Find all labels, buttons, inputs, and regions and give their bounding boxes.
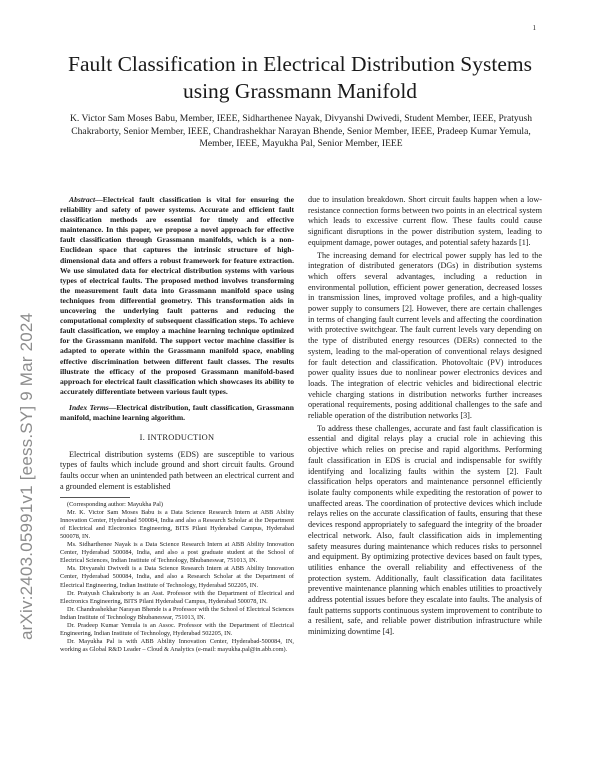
left-column bbox=[60, 195, 294, 654]
abstract bbox=[60, 195, 294, 397]
section-heading-introduction: I. INTRODUCTION bbox=[139, 433, 215, 443]
body-paragraph: The increasing demand for electrical power supply has led to the integration of distributed generators (DGs) in distribution systems which offers several advantages, including a reduction in environmental pollution, efficient power generation, decreased losses in transmission lines, improved voltage profiles, and a high-quality power supply to consumers [2]. However, there are certain challenges in terms of changing fault current levels and affecting the coordination with protective switchgear. The fault current levels vary depending on the type of distributed energy resources (DERs) connected to the system, leading to the mal-operation of conventional relays designed for fault detection and classification. Photovoltaic (PV) introduces power quality issues due to nonlinear power electronics devices and loads. The integration of electric vehicles and bidirectional electric vehicle charging stations in distribution networks further increases operational requirements, posing additional challenges to the safe and reliable operation of the distribution networks [3]. bbox=[308, 250, 542, 421]
arxiv-identifier-stamp: arXiv:2403.05991v1 [eess.SY] 9 Mar 2024 bbox=[17, 312, 36, 640]
footnote: Dr. Pradeep Kumar Yemula is an Assoc. Professor with the Department of Electrical Engineering, Indian Institute of Technology, Hyderabad 502205, IN. bbox=[60, 621, 294, 638]
author-list: K. Victor Sam Moses Babu, Member, IEEE, Sidharthenee Nayak, Divyanshi Dwivedi, Student Member, IEEE, Pratyush Chakraborty, Senior Member, IEEE, Chandrashekhar Narayan Bhende, Senior Member, IEEE, Pradeep Kumar Yemula, Member, IEEE, Mayukha Pal, Senior Member, IEEE bbox=[69, 113, 533, 149]
body-paragraph: To address these challenges, accurate and fast fault classification is essential and digital relays play a crucial role in achieving this objective which relies on precise and rapid algorithms. Performing fault classification in EDS is crucial and indispensable for swiftly identifying and localizing faults within the system [2]. Fault classification helps operators and maintenance personnel efficiently isolate faulty components while expediting the restoration of power to unaffected areas. The coordination of protective devices which include relays relies on the accurate classification of faults, ensuring that these devices respond appropriately to safeguard the integrity of the broader electrical network. Also, fault classification aids in implementing safety measures during maintenance which reduces risks to personnel and equipment. By optimizing protective devices based on fault types, utilities enhance the overall reliability and effectiveness of the protection system. Additionally, fault classification data facilitates preventive maintenance planning which enables utilities to proactively address potential issues before they escalate into faults. The analysis of fault patterns supports continuous system improvement to contribute to a resilient, safe, and reliable power distribution infrastructure while minimizing downtime [4]. bbox=[308, 423, 542, 637]
abstract-lead: Abstract bbox=[69, 195, 96, 204]
intro-paragraph: Electrical distribution systems (EDS) are susceptible to various types of faults which include ground and short circuit faults. Ground faults occur when an unintended path between an electrical current and a grounded element is established bbox=[60, 449, 294, 491]
abstract-text: —Electrical fault classification is vital for ensuring the reliability and safety of power systems. Accurate and efficient fault classification methods are essential for timely and effective maintenance. In this paper, we propose a novel approach for effective fault classification through Grassmann manifolds, which is a non-Euclidean space that captures the intrinsic structure of high-dimensional data and offers a robust framework for feature extraction. We use simulated data for electrical distribution systems with various types of electrical faults. The proposed method involves transforming the measurement fault data into Grassmann manifold space using techniques from differential geometry. This transformation aids in uncovering the underlying fault patterns and reducing the computational complexity of subsequent classification steps. To achieve fault classification, we employ a machine learning technique optimized for the Grassmann manifold. The support vector machine classifier is adapted to operate within the Grassmann manifold space, enabling effective discrimination between different fault classes. The results illustrate the efficacy of the proposed Grassmann manifold-based approach for electrical fault classification which showcases its ability to accurately differentiate between various fault types. bbox=[60, 195, 294, 396]
footnote: (Corresponding author: Mayukha Pal) bbox=[67, 500, 164, 508]
index-terms bbox=[60, 403, 294, 423]
footnotes bbox=[60, 501, 294, 655]
index-terms-text: —Electrical distribution, fault classification, Grassmann manifold, machine learning algorithm. bbox=[60, 402, 294, 422]
footnote: Ms. Divyanshi Dwivedi is a Data Science Research Intern at ABB Ability Innovation Center, Hyderabad 500084, India, and also a Research Scholar at the Department of Electrical Engineering, Indian Institute of Technology, Hyderabad 502205, IN. bbox=[60, 565, 294, 589]
footnote: Ms. Sidharthenee Nayak is a Data Science Research Intern at ABB Ability Innovation Center, Hyderabad 500084, India, and also a post graduate student at the School of Electrical Sciences, Indian Institute of Technology, Bhubaneswar, 751013, IN. bbox=[60, 541, 294, 565]
page-number: 1 bbox=[532, 24, 536, 32]
footnote: Dr. Mayukha Pal is with ABB Ability Innovation Center, Hyderabad-500084, IN, working as Global R&D Leader – Cloud & Analytics (e-mail: mayukha.pal@in.abb.com). bbox=[60, 638, 294, 654]
right-column bbox=[308, 195, 542, 638]
footnote: Mr. K. Victor Sam Moses Babu is a Data Science Research Intern at ABB Ability Innovation Center, Hyderabad 500084, India and also a Research Scholar at the Department of Electrical and Electronics Engineering, BITS Pilani Hyderabad Campus, Hyderabad 500078, IN. bbox=[60, 508, 294, 540]
index-terms-lead: Index Terms bbox=[69, 402, 109, 412]
footnote: Dr. Pratyush Chakraborty is an Asst. Professor with the Department of Electrical and Electronics Engineering, BITS Pilani Hyderabad Campus, Hyderabad 500078, IN. bbox=[60, 589, 294, 605]
body-paragraph: due to insulation breakdown. Short circuit faults happen when a low-resistance connection forms between two points in an electrical system which leads to excessive current flow. These faults could cause significant disruptions in the power distribution system, leading to equipment damage, power outages, and potential safety hazards [1]. bbox=[308, 195, 542, 247]
paper-title: Fault Classification in Electrical Distribution Systems using Grassmann Manifold bbox=[68, 52, 532, 103]
footnote-divider bbox=[60, 497, 130, 498]
footnote: Dr. Chandrashekhar Narayan Bhende is a Professor with the School of Electrical Sciences Indian Institute of Technology Bhubaneswar, 751013, IN. bbox=[60, 605, 294, 621]
